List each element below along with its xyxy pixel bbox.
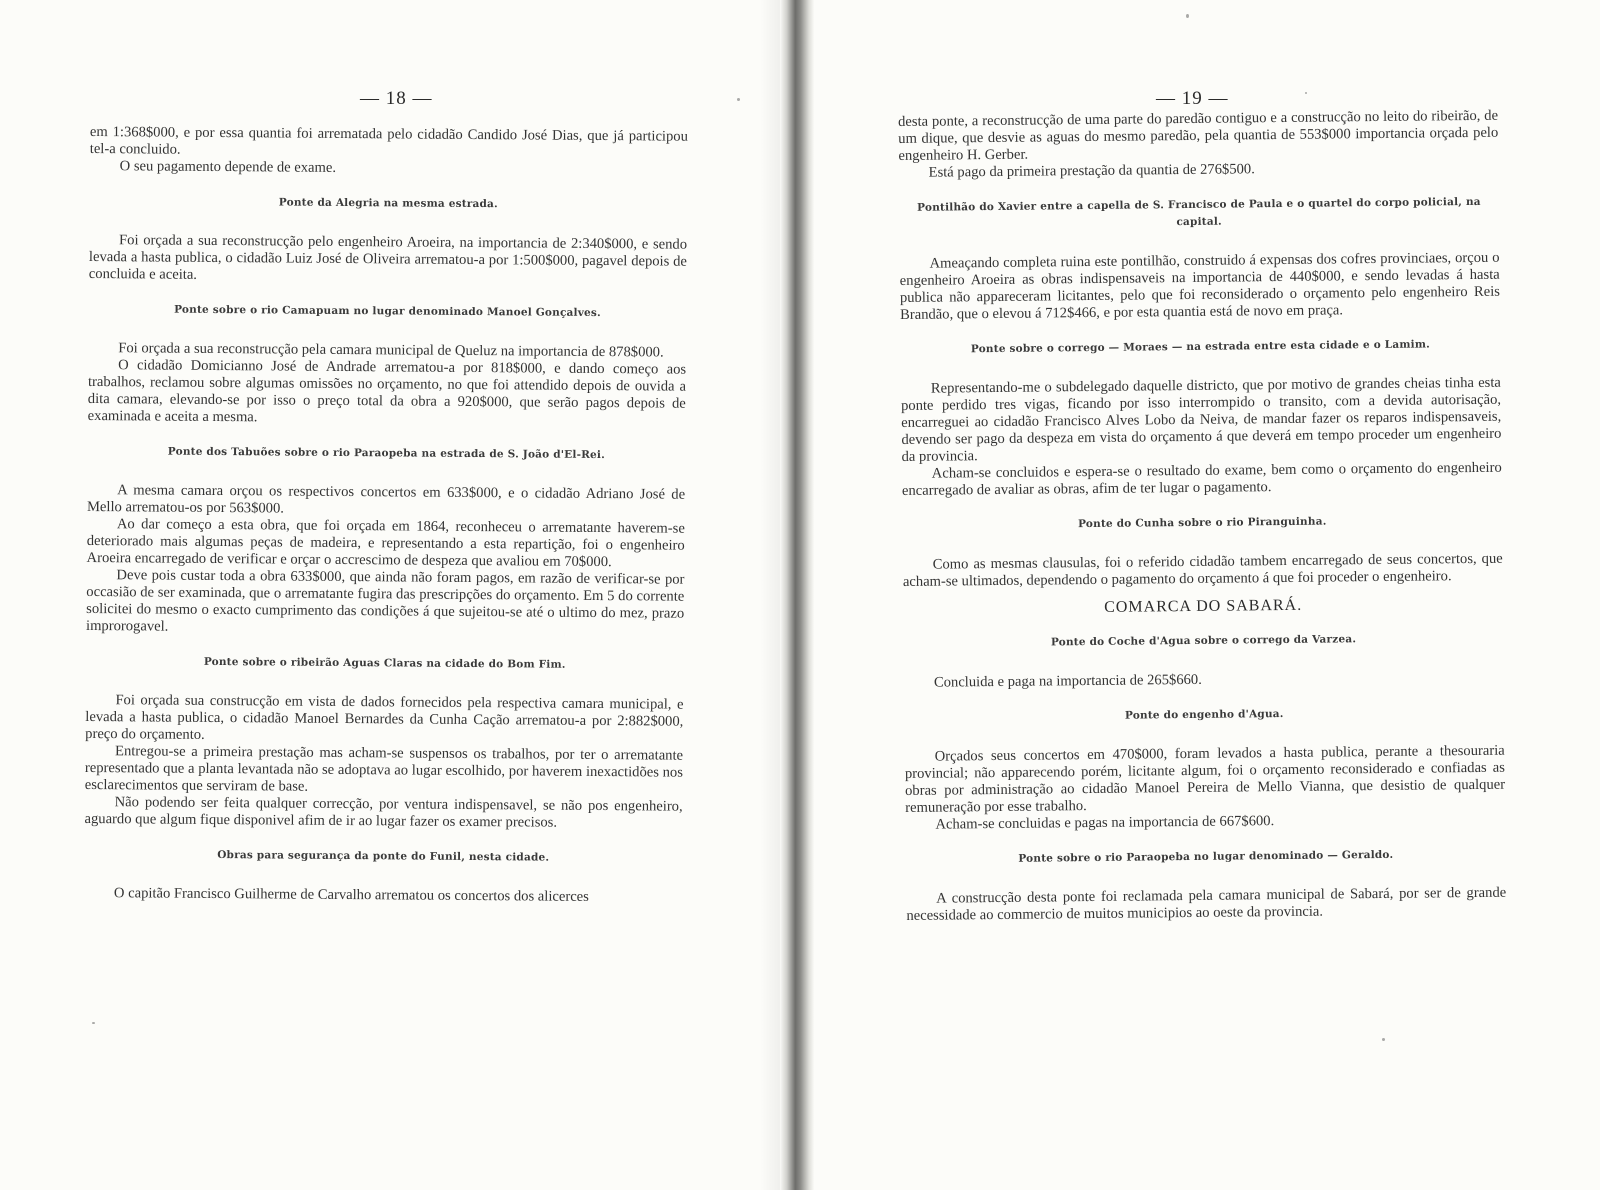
body-paragraph: Está pago da primeira prestação da quantia de 276$500. xyxy=(928,161,1255,181)
print-speck xyxy=(737,98,740,101)
body-paragraph: em 1:368$000, e por essa quantia foi arrematada pelo cidadão Candido José Dias, que já participou tel-a concluido. xyxy=(89,124,688,158)
body-paragraph: Foi orçada a sua reconstrucção pela camara municipal de Queluz na importancia de 878$000. xyxy=(118,340,664,361)
section-heading: Ponte sobre o rio Paraopeba no lugar denominado — Geraldo. xyxy=(1018,848,1394,865)
body-paragraph: Orçados seus concertos em 470$000, foram levados a hasta publica, perante a thesouraria provincial; não apparecendo porém, licitante algum, foi o orçamento reconsiderado e confiadas as obras por administração ao cidadão Manoel Pereira de Mello Vianna, que desistio de qualquer remuneração por esse trabalho. xyxy=(904,742,1506,816)
page-number-left: — 18 — xyxy=(360,88,433,109)
body-paragraph: Concluida e paga na importancia de 265$660. xyxy=(933,671,1202,691)
print-speck xyxy=(92,1022,95,1024)
body-paragraph: Ameaçando completa ruina este pontilhão, construido á expensas dos cofres provinciaes, orçou o engenheiro Aroeira as obras indispensaveis na importancia de 440$000, e sendo levadas á hasta publica não appareceram licitantes, pelo que foi reconsiderado o orçamento pelo engenheiro Reis Brandão, que o elevou á 712$466, e por esta quantia está de novo em praça. xyxy=(899,249,1500,323)
body-paragraph: Foi orçada a sua reconstrucção pelo engenheiro Aroeira, na importancia de 2:340$000, e sendo levada a hasta publica, o cidadão Luiz José de Oliveira arrematou-a por 1:500$000, pagavel depois de concluida e aceita. xyxy=(88,232,688,283)
body-paragraph: Acham-se concluidas e pagas na importancia de 667$600. xyxy=(935,813,1275,833)
section-heading: Ponte sobre o ribeirão Aguas Claras na cidade do Bom Fim. xyxy=(203,655,566,671)
body-paragraph: Acham-se concluidos e espera-se o resultado do exame, bem como o orçamento do engenheiro encarregado de avaliar as obras, afim de ter lugar o pagamento. xyxy=(901,459,1502,499)
section-heading: Ponte do Cunha sobre o rio Piranguinha. xyxy=(1078,515,1327,531)
body-paragraph: desta ponte, a reconstrucção de uma parte do paredão contiguo e a construcção no leito do ribeirão, de um dique, que desvie as aguas do mesmo paredão, pela quantia de 553$000 importancia orçada pelo engenheiro H. Gerber. xyxy=(898,107,1499,164)
body-paragraph: O capitão Francisco Guilherme de Carvalho arrematou os concertos dos alicerces xyxy=(113,885,589,905)
body-paragraph: O seu pagamento depende de exame. xyxy=(119,158,337,176)
body-paragraph: A construcção desta ponte foi reclamada pela camara municipal de Sabará, por ser de grande necessidade ao commercio de muitos municipios ao oeste da provincia. xyxy=(906,884,1507,924)
body-paragraph: Deve pois custar toda a obra 633$000, que ainda não foram pagos, em razão de verificar-se por occasião de ser examinada, que o arrematante fugira das prescripções do orçamento. Em 5 do corrente solicitei do mesmo o exacto cumprimento das condições á que sujeitou-se até o ultimo do mez, prazo improrogavel. xyxy=(85,567,685,635)
print-speck xyxy=(1186,14,1189,18)
left-page xyxy=(0,0,780,1190)
book-gutter xyxy=(780,0,814,1190)
section-heading: Ponte do Coche d'Agua sobre o corrego da Varzea. xyxy=(1050,633,1357,649)
section-heading: Pontilhão do Xavier entre a capella de S. Francisco de Paula e o quartel do corpo policial, na capital. xyxy=(917,195,1481,229)
section-heading: Obras para segurança da ponte do Funil, nesta cidade. xyxy=(217,849,550,864)
body-paragraph: Foi orçada sua construcção em vista de dados fornecidos pela respectiva camara municipal, e levada a hasta publica, o cidadão Manoel Bernardes da Cunha Cação arrematou-a por 2:882$000, preço do orçamento. xyxy=(85,692,684,743)
body-paragraph: Representando-me o subdelegado daquelle districto, que por motivo de grandes cheias tinha esta ponte perdido tres vigas, ficando por isso interrompido o transito, com a devida autorisação, encarreguei ao cidadão Francisco Alves Lobo da Neiva, de mandar fazer os reparos indispensaveis, devendo ser pago da despeza em vista do orçamento á que deverá em tempo proceder um engenheiro da provincia. xyxy=(900,374,1502,465)
print-speck xyxy=(1382,1038,1385,1041)
right-text-column xyxy=(898,108,1506,925)
body-paragraph: Não podendo ser feita qualquer correcção, por ventura indispensavel, se não pos engenheiro, aguardo que algum fique disponivel afim de ir ao lugar fazer os examer precisos. xyxy=(84,794,683,831)
right-page xyxy=(814,0,1600,1190)
body-paragraph: Como as mesmas clausulas, foi o referido cidadão tambem encarregado de seus concertos, que acham-se ultimados, dependendo o pagamento do orçamento á que foi proceder o engenheiro. xyxy=(902,550,1503,590)
section-heading: Ponte do engenho d'Agua. xyxy=(1124,707,1284,722)
section-heading: Ponte dos Tabuões sobre o rio Paraopeba na estrada de S. João d'El-Rei. xyxy=(167,445,606,462)
body-paragraph: O cidadão Domicianno José de Andrade arrematou-a por 818$000, e dando começo aos trabalhos, reclamou sobre algumas omissões no orçamento, no que foi attendido depois de ouvida a dita camara, elevando-se por isso o preço total da obra a 920$000, que serão pagos depois de examinada e aceita a mesma. xyxy=(87,357,687,426)
body-paragraph: Ao dar começo a esta obra, que foi orçada em 1864, reconheceu o arrematante haverem-se deteriorado mais algumas peças de madeira, e representando a esta repartição, foi o engenheiro Aroeira encarregado de verificar e orçar o accrescimo de despeza que avaliou em 70$000. xyxy=(86,516,685,571)
body-paragraph: Entregou-se a primeira prestação mas acham-se suspensos os trabalhos, por ter o arrematante representado que a planta levantada não se adoptava ao lugar escolhido, por haverem inexactidões nos esclarecimentos que serviram de base. xyxy=(84,743,684,795)
section-heading: Ponte sobre o rio Camapuam no lugar denominado Manoel Gonçalves. xyxy=(174,303,601,320)
print-speck xyxy=(1305,92,1307,94)
page-number-right: — 19 — xyxy=(1156,88,1229,109)
section-heading: Ponte sobre o corrego — Moraes — na estrada entre esta cidade e o Lamim. xyxy=(970,338,1431,356)
comarca-heading: COMARCA DO SABARÁ. xyxy=(1104,596,1303,616)
section-heading: Ponte da Alegria na mesma estrada. xyxy=(278,196,498,211)
body-paragraph: A mesma camara orçou os respectivos concertos em 633$000, e o cidadão Adriano José de Mello arrematou-os por 563$000. xyxy=(86,482,686,517)
left-text-column xyxy=(84,124,688,907)
